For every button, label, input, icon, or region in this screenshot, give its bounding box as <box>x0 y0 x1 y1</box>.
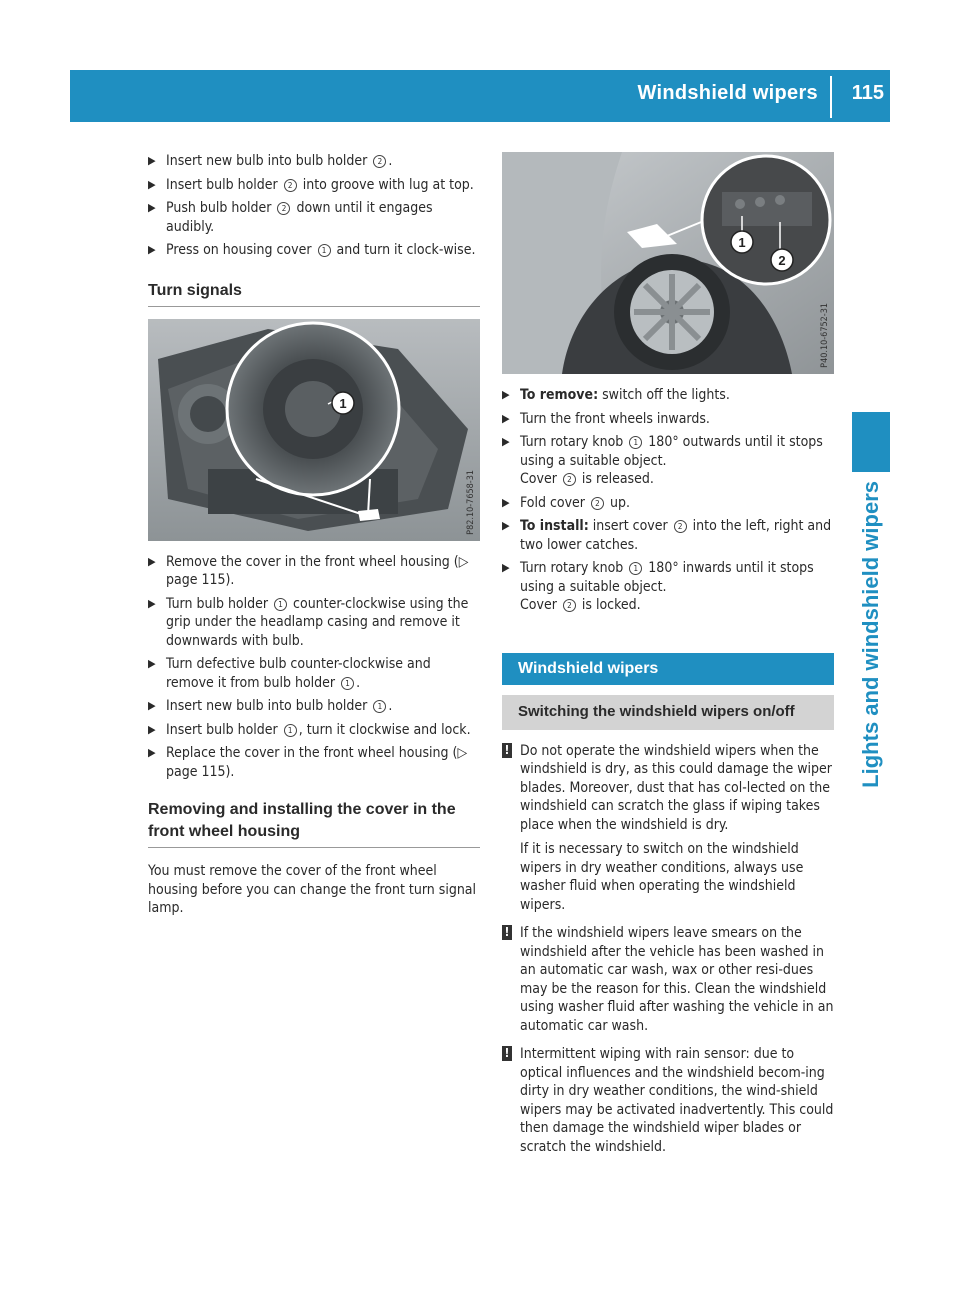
instruction-step <box>148 199 480 236</box>
instruction-step <box>148 152 480 171</box>
step-arrow-icon: ▶ <box>502 495 510 509</box>
step-text: . <box>388 698 393 714</box>
note-text: Do not operate the windshield wipers when the windshield is dry, as this could damage the wiper blades. Moreover, dust that has col-lected on the windshield can scratch the glass if wiping takes place when the windshield is dry. <box>520 742 832 833</box>
step-text: into the left, right and two lower catches. <box>520 518 832 553</box>
callout-number: 1 <box>629 562 642 575</box>
note-text: If the windshield wipers leave smears on the windshield after the vehicle has been washed in an automatic car wash, wax or other resi-dues may be the reason for this. Clean the windshield using washer fluid after washing the vehicle in an automatic car wash. <box>520 925 834 1034</box>
step-arrow-icon: ▶ <box>148 746 156 759</box>
step-text: counter-clockwise using the grip under the headlamp casing and remove it downwards with bulb. <box>166 595 469 649</box>
callout-number: 1 <box>373 700 386 713</box>
steps-top-list <box>148 152 480 260</box>
page-number: 115 <box>851 82 884 104</box>
side-tab-label <box>848 481 894 788</box>
wheel-housing-illustration <box>502 152 834 374</box>
step-arrow-icon: ▶ <box>148 596 156 610</box>
warning-icon: ! <box>502 925 512 940</box>
header-title: Windshield wipers <box>637 82 818 104</box>
image-reference-code: P82.10-7658-31 <box>466 469 476 535</box>
callout-number: 2 <box>591 497 604 510</box>
steps-mid-list <box>148 553 480 782</box>
step-arrow-icon: ▶ <box>148 243 156 256</box>
step-text: 180° outwards until it stops using a suitable object. <box>520 434 823 469</box>
svg-text:1: 1 <box>738 235 746 250</box>
side-tab-marker <box>852 412 890 472</box>
instruction-step <box>148 241 480 260</box>
note-text: If it is necessary to switch on the windshield wipers in dry weather conditions, always use washer fluid when operating the windshield wipers. <box>520 841 804 913</box>
section-band-subtitle: Switching the windshield wipers on/off <box>502 695 834 730</box>
callout-number: 1 <box>318 244 331 257</box>
step-arrow-icon: ▶ <box>502 435 510 448</box>
step-text: is locked. <box>577 597 641 613</box>
callout-number: 2 <box>674 520 687 533</box>
svg-text:2: 2 <box>778 253 786 268</box>
step-text: Press on housing cover <box>166 242 316 258</box>
instruction-step <box>502 517 834 554</box>
step-text: Replace the cover in the front wheel housing ( <box>166 745 458 761</box>
step-text: ▷ <box>458 553 469 570</box>
callout-number: 2 <box>277 202 290 215</box>
callout-number: 1 <box>341 677 354 690</box>
page-header <box>70 70 890 122</box>
section-title-turn-signals: Turn signals <box>148 280 480 307</box>
svg-text:1: 1 <box>339 395 347 411</box>
callout-number: 1 <box>629 436 642 449</box>
instruction-step <box>148 595 480 651</box>
headlamp-illustration <box>148 319 480 541</box>
step-text: insert cover <box>588 518 672 534</box>
step-text: . <box>356 674 361 691</box>
instruction-step <box>502 386 834 405</box>
note-item <box>502 924 834 1035</box>
cover-paragraph: You must remove the cover of the front wheel housing before you can change the front turn signal lamp. <box>148 863 477 916</box>
step-text: Remove the cover in the front wheel housing ( <box>166 553 459 570</box>
headlamp-photo <box>148 319 480 541</box>
instruction-step <box>502 494 834 513</box>
step-text: 180° inwards until it stops using a suitable object. <box>520 560 814 595</box>
step-arrow-icon: ▶ <box>502 388 510 401</box>
warning-icon: ! <box>502 1046 512 1061</box>
step-text: Cover <box>520 471 561 487</box>
step-text: page 115). <box>166 572 235 588</box>
step-arrow-icon: ▶ <box>148 201 156 214</box>
instruction-step <box>148 721 480 740</box>
step-text: Turn the front wheels inwards. <box>520 410 710 427</box>
step-arrow-icon: ▶ <box>148 699 156 712</box>
step-arrow-icon: ▶ <box>148 177 156 191</box>
callout-number: 2 <box>563 599 576 612</box>
callout-number: 2 <box>284 179 297 192</box>
step-text: up. <box>605 494 630 511</box>
step-text: switch off the lights. <box>598 387 730 403</box>
step-text: Insert bulb holder <box>166 176 282 193</box>
right-column <box>502 152 834 1166</box>
note-item <box>502 1045 834 1156</box>
warning-icon: ! <box>502 743 512 758</box>
step-text: Turn defective bulb counter-clockwise and remove it from bulb holder <box>166 656 431 691</box>
step-text: Fold cover <box>520 494 589 511</box>
step-text: Insert new bulb into bulb holder <box>166 698 372 714</box>
instruction-step <box>148 744 480 781</box>
step-text: Turn bulb holder <box>166 595 273 612</box>
step-text: Push bulb holder <box>166 200 276 216</box>
section-title-cover: Removing and installing the cover in the front wheel housing <box>148 799 480 848</box>
note-item <box>502 742 834 915</box>
instruction-step <box>502 559 834 615</box>
note-text: Intermittent wiping with rain sensor: due to optical influences and the windshield becom-ing dirty in dry weather conditions, the wind-shield wipers may be activated inadvertently. This could then damage the windshield wiper blades or scratch the windshield. <box>520 1046 834 1155</box>
step-arrow-icon: ▶ <box>502 411 510 425</box>
wheel-housing-photo <box>502 152 834 374</box>
step-arrow-icon: ▶ <box>148 154 156 167</box>
step-text: . <box>388 153 393 169</box>
step-arrow-icon: ▶ <box>502 519 510 532</box>
side-tab-text: Lights and windshield wipers <box>858 481 883 788</box>
left-column <box>148 152 480 918</box>
instruction-step <box>148 176 480 195</box>
step-arrow-icon: ▶ <box>148 554 156 568</box>
step-text: into groove with lug at top. <box>298 176 474 193</box>
step-text: , turn it clockwise and lock. <box>298 721 471 738</box>
step-text: page 115). <box>166 763 235 780</box>
instruction-step <box>148 655 480 692</box>
step-arrow-icon: ▶ <box>148 657 156 670</box>
step-text: ▷ <box>457 745 468 761</box>
image-reference-code: P40.10-6752-31 <box>820 303 830 368</box>
steps-right-list <box>502 386 834 615</box>
step-text: is released. <box>577 471 654 487</box>
section-band-title: Windshield wipers <box>502 653 834 685</box>
step-text: and turn it clock-wise. <box>332 242 476 258</box>
callout-number: 2 <box>563 473 576 486</box>
callout-number: 1 <box>284 724 297 737</box>
notes-list <box>502 742 834 1157</box>
header-divider <box>830 76 832 118</box>
step-label: To remove: <box>520 387 599 403</box>
instruction-step <box>148 553 480 590</box>
step-text: Turn rotary knob <box>520 434 628 450</box>
callout-number: 1 <box>274 598 287 611</box>
step-text: Insert bulb holder <box>166 721 282 738</box>
step-text: Cover <box>520 597 561 613</box>
callout-number: 2 <box>373 155 386 168</box>
step-label: To install: <box>520 518 589 534</box>
step-arrow-icon: ▶ <box>148 722 156 736</box>
instruction-step <box>148 697 480 716</box>
instruction-step <box>502 410 834 429</box>
step-text: down until it engages audibly. <box>166 200 433 235</box>
step-arrow-icon: ▶ <box>502 561 510 574</box>
step-text: Insert new bulb into bulb holder <box>166 153 372 169</box>
instruction-step <box>502 433 834 489</box>
step-text: Turn rotary knob <box>520 560 628 576</box>
